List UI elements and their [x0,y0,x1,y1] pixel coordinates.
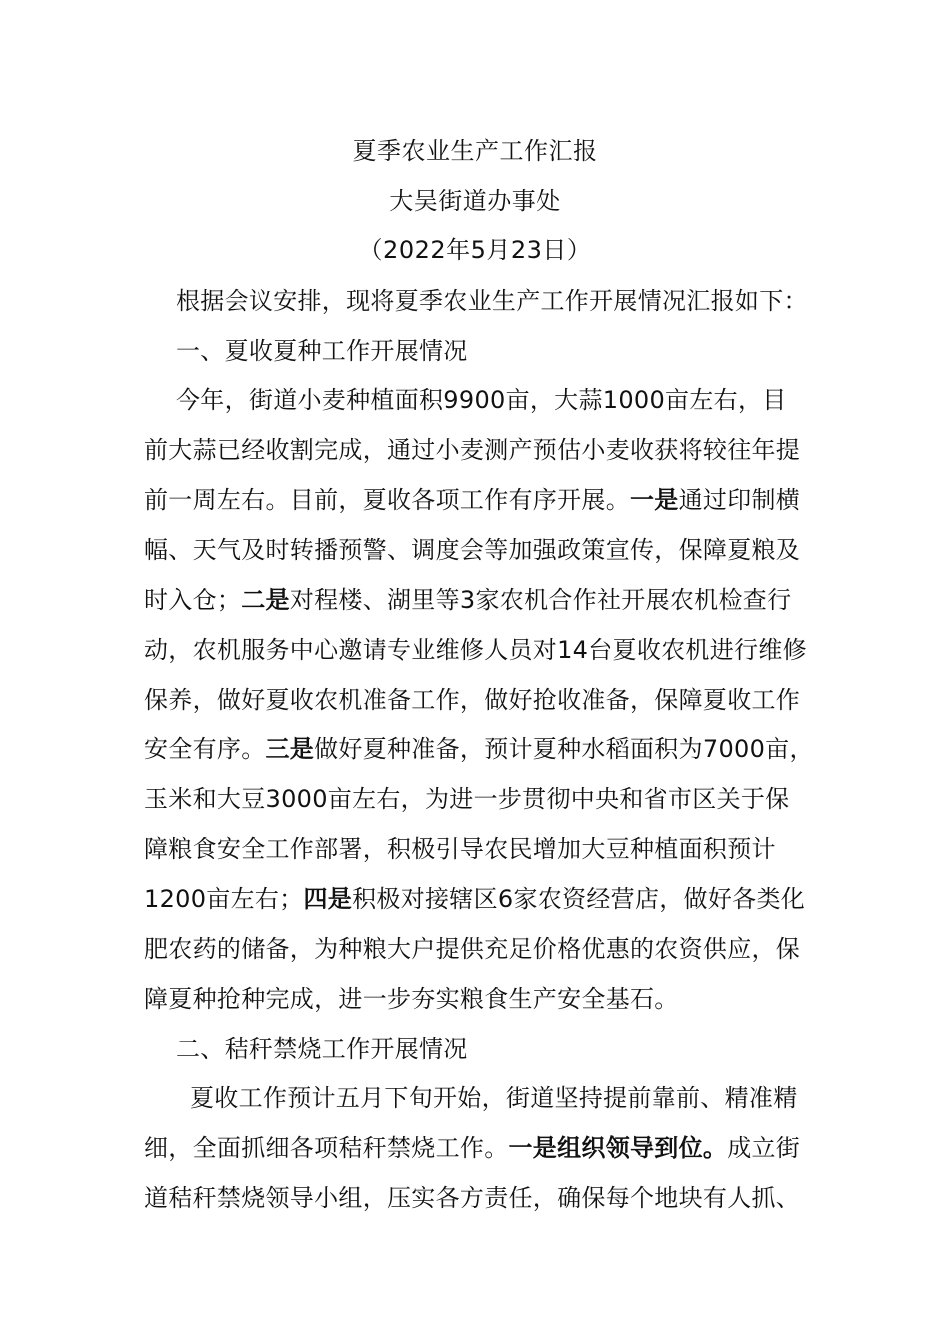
section-heading-1 [176,336,468,366]
bold-marker: 三是 [265,735,315,763]
paragraph-line [144,884,805,914]
bold-marker: 二是 [241,586,290,614]
paragraph-line [176,385,787,415]
text-segment: 做好夏种准备，预计夏种水稻面积为7000亩， [314,735,814,763]
text-segment: 肥农药的储备，为种粮大户提供充足价格优惠的农资供应，保 [144,935,801,963]
paragraph-line [190,1083,798,1113]
paragraph-line [144,485,800,515]
document-org: 大吴街道办事处 [389,187,561,215]
bold-marker: 一是组织领导到位。 [508,1134,728,1162]
section-heading-2 [176,1034,468,1064]
text-segment: 通过印制横 [678,486,801,514]
intro-line [176,286,808,316]
paragraph-line [144,1183,800,1213]
text-segment: 障粮食安全工作部署，积极引导农民增加大豆种植面积预计 [144,835,776,863]
paragraph-line [144,635,807,665]
text-segment: 今年，街道小麦种植面积9900亩，大蒜1000亩左右，目 [176,386,787,414]
paragraph-line [144,585,791,615]
text-segment: 保养，做好夏收农机准备工作，做好抢收准备，保障夏收工作 [144,686,801,714]
paragraph-line [144,535,800,565]
text-segment: 幅、天气及时转播预警、调度会等加强政策宣传，保障夏粮及 [144,536,801,564]
text-segment: 对程楼、湖里等3家农机合作社开展农机检查行 [289,586,792,614]
text-segment: 玉米和大豆3000亩左右，为进一步贯彻中央和省市区关于保 [144,785,790,813]
text-segment: 积极对接辖区6家农资经营店，做好各类化 [352,885,806,913]
text-segment: 安全有序。 [144,735,266,763]
paragraph-line [144,435,800,465]
text-segment: 一、夏收夏种工作开展情况 [176,337,468,365]
text-segment: 根据会议安排，现将夏季农业生产工作开展情况汇报如下： [176,287,808,315]
paragraph-line [144,1133,800,1163]
text-segment: 时入仓； [144,586,242,614]
text-segment: 障夏种抢种完成，进一步夯实粮食生产安全基石。 [144,985,679,1013]
text-segment: 动，农机服务中心邀请专业维修人员对14台夏收农机进行维修 [144,636,807,664]
bold-marker: 四是 [303,885,353,913]
text-segment: 1200亩左右； [144,885,304,913]
text-segment: 道秸秆禁烧领导小组，压实各方责任，确保每个地块有人抓、 [144,1184,801,1212]
text-segment: 夏收工作预计五月下旬开始，街道坚持提前靠前、精准精 [190,1084,798,1112]
paragraph-line [144,984,679,1014]
text-segment: 前一周左右。目前，夏收各项工作有序开展。 [144,486,630,514]
paragraph-line [144,685,800,715]
text-segment: 成立街 [727,1134,801,1162]
text-segment: 前大蒜已经收割完成，通过小麦测产预估小麦收获将较往年提 [144,436,801,464]
text-segment: 细，全面抓细各项秸秆禁烧工作。 [144,1134,509,1162]
paragraph-line [144,834,776,864]
paragraph-line [144,734,814,764]
paragraph-line [144,934,800,964]
document-date: （2022年5月23日） [358,236,592,264]
bold-marker: 一是 [630,486,679,514]
document-title: 夏季农业生产工作汇报 [352,137,598,165]
paragraph-line [144,784,789,814]
text-segment: 二、秸秆禁烧工作开展情况 [176,1035,468,1063]
